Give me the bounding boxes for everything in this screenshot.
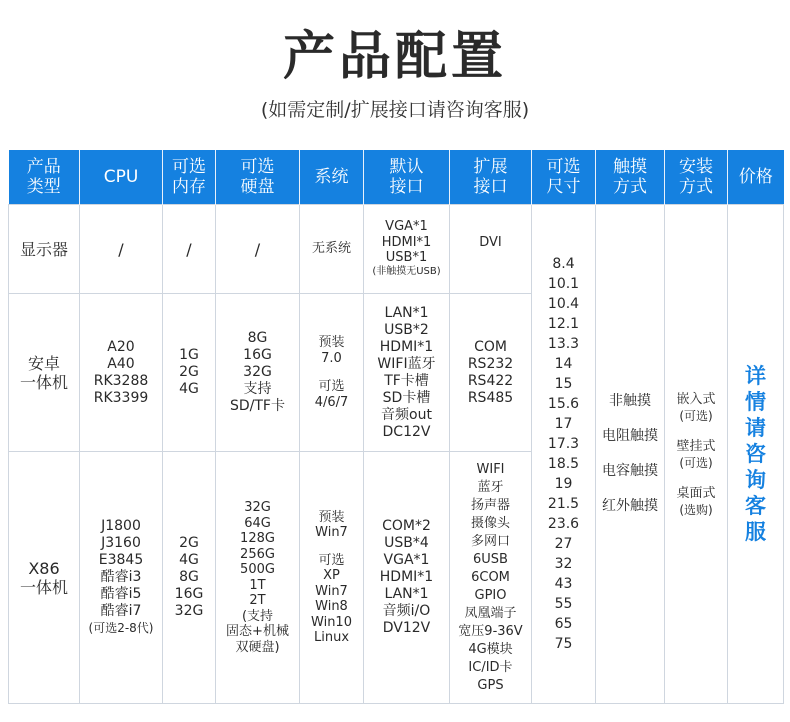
mount-option: 桌面式 — [676, 485, 716, 501]
page-subtitle: (如需定制/扩展接口请咨询客服) — [260, 99, 530, 121]
table-row-display — [9, 205, 784, 294]
mount-note: (可选) — [679, 408, 713, 423]
size-option: 15 — [554, 376, 573, 392]
header-touch: 触摸 方式 — [596, 150, 665, 205]
cell-cpu-display: / — [80, 205, 163, 294]
cell-ram-android: 1G 2G 4G — [163, 294, 216, 452]
header-row — [9, 150, 784, 205]
header-cpu: CPU — [80, 150, 163, 205]
touch-option: 电容触摸 — [602, 463, 658, 479]
size-option: 15.6 — [547, 396, 580, 412]
cell-ext-display: DVI — [450, 205, 532, 294]
header-disk: 可选 硬盘 — [216, 150, 300, 205]
mount-option: 壁挂式 — [676, 438, 716, 454]
page-title: 产品配置 — [282, 27, 507, 87]
size-option: 14 — [554, 356, 573, 372]
cell-price — [728, 205, 784, 704]
size-option: 10.1 — [547, 276, 580, 292]
price-char: 请 — [745, 416, 766, 440]
price-char: 情 — [745, 390, 766, 414]
header-ext-ports: 扩展 接口 — [450, 150, 532, 205]
size-option: 8.4 — [552, 256, 575, 272]
size-option: 13.3 — [547, 336, 580, 352]
size-option: 17.3 — [547, 436, 580, 452]
cell-os-x86: 预装 Win7 可选 XP Win7 Win8 Win10 Linux — [300, 452, 364, 704]
price-char: 询 — [745, 468, 766, 492]
header-product-type: 产品 类型 — [9, 150, 80, 205]
cell-ext-x86: WIFI 蓝牙 扬声器 摄像头 多网口 6USB 6COM GPIO 凤凰端子 宽压9-36V 4G模块 IC/ID卡 GPS — [450, 452, 532, 704]
size-option: 19 — [554, 476, 573, 492]
header-mount: 安装 方式 — [665, 150, 728, 205]
cell-os-android: 预装 7.0 可选 4/6/7 — [300, 294, 364, 452]
header-ram: 可选 内存 — [163, 150, 216, 205]
touch-option: 红外触摸 — [602, 498, 658, 514]
product-config-table — [8, 150, 784, 704]
price-char: 详 — [745, 364, 766, 388]
size-option: 27 — [554, 536, 573, 552]
price-char: 客 — [745, 494, 766, 518]
header-price: 价格 — [728, 150, 784, 205]
size-option: 65 — [554, 616, 573, 632]
cell-disk-x86: 32G 64G 128G 256G 500G 1T 2T (支持 固态+机械 双硬盘) — [216, 452, 300, 704]
header-default-ports: 默认 接口 — [364, 150, 450, 205]
cell-type-x86: X86 一体机 — [9, 452, 80, 704]
cell-cpu-x86: J1800 J3160 E3845 酷睿i3 酷睿i5 酷睿i7 (可选2-8代) — [80, 452, 163, 704]
cell-ports-x86: COM*2 USB*4 VGA*1 HDMI*1 LAN*1 音频i/O DV12V — [364, 452, 450, 704]
cell-ram-x86: 2G 4G 8G 16G 32G — [163, 452, 216, 704]
touch-option: 非触摸 — [609, 393, 651, 409]
size-option: 75 — [554, 636, 573, 652]
cell-ports-display: VGA*1 HDMI*1 USB*1 (非触摸无USB) — [364, 205, 450, 294]
mount-note: (可选) — [679, 455, 713, 470]
size-option: 55 — [554, 596, 573, 612]
size-option: 12.1 — [547, 316, 580, 332]
price-char: 咨 — [745, 442, 766, 466]
touch-option: 电阻触摸 — [602, 428, 658, 444]
price-char: 服 — [745, 520, 766, 544]
cell-disk-android: 8G 16G 32G 支持 SD/TF卡 — [216, 294, 300, 452]
cell-disk-display: / — [216, 205, 300, 294]
header-os: 系统 — [300, 150, 364, 205]
cell-mount — [665, 205, 728, 704]
mount-note: (选购) — [679, 502, 713, 517]
header-size: 可选 尺寸 — [532, 150, 596, 205]
cell-type-display: 显示器 — [9, 205, 80, 294]
size-option: 17 — [554, 416, 573, 432]
size-option: 32 — [554, 556, 573, 572]
cell-sizes — [532, 205, 596, 704]
size-option: 18.5 — [547, 456, 580, 472]
cell-os-display: 无系统 — [300, 205, 364, 294]
size-option: 43 — [554, 576, 573, 592]
size-option: 10.4 — [547, 296, 580, 312]
cell-ram-display: / — [163, 205, 216, 294]
cell-ports-android: LAN*1 USB*2 HDMI*1 WIFI蓝牙 TF卡槽 SD卡槽 音频out DC12V — [364, 294, 450, 452]
size-option: 21.5 — [547, 496, 580, 512]
mount-option: 嵌入式 — [676, 391, 716, 407]
cell-ext-android: COM RS232 RS422 RS485 — [450, 294, 532, 452]
cell-cpu-android: A20 A40 RK3288 RK3399 — [80, 294, 163, 452]
size-option: 23.6 — [547, 516, 580, 532]
cell-touch — [596, 205, 665, 704]
cell-type-android: 安卓 一体机 — [9, 294, 80, 452]
